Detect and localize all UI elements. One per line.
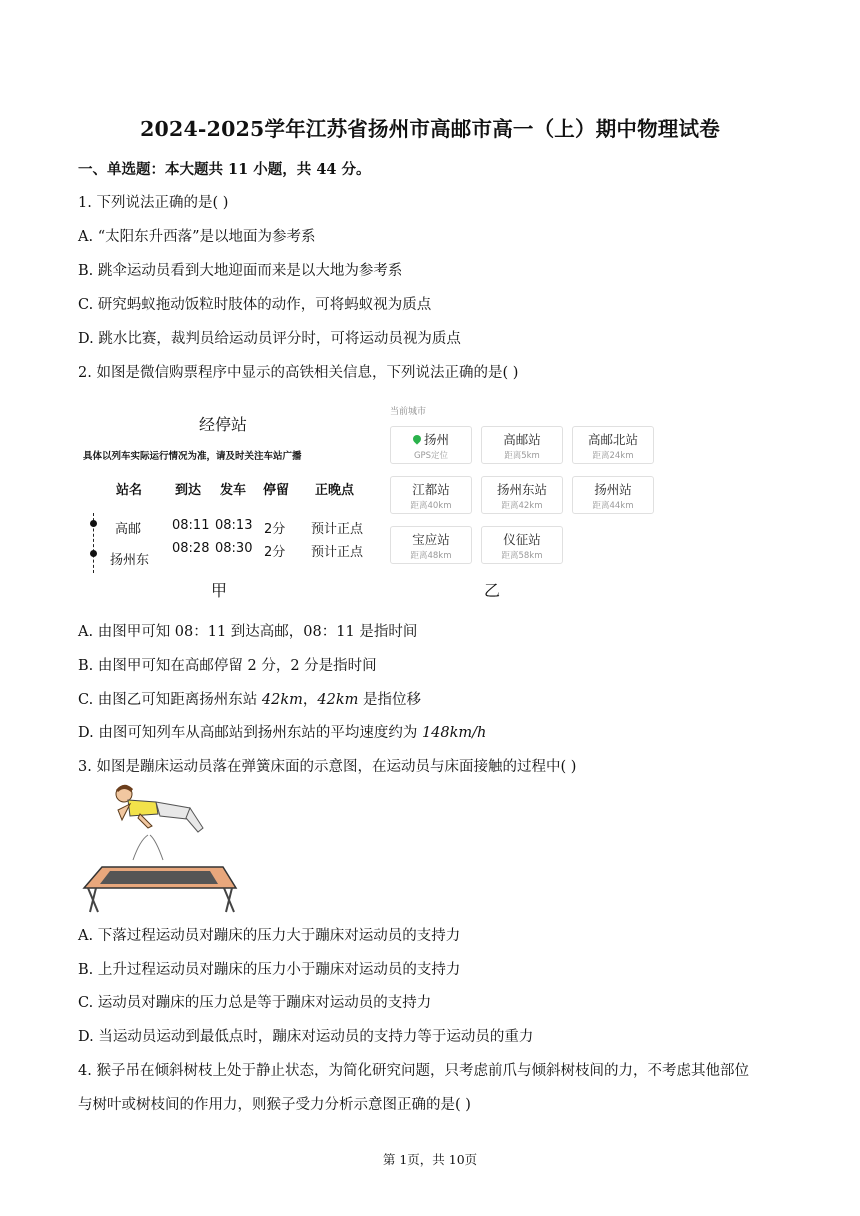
q3-option-d: D. 当运动员运动到最低点时，蹦床对运动员的支持力等于运动员的重力 bbox=[78, 1029, 534, 1045]
q3-option-b: B. 上升过程运动员对蹦床的压力小于蹦床对运动员的支持力 bbox=[78, 962, 461, 978]
current-city-label: 当前城市 bbox=[390, 407, 427, 417]
q4-stem-line1: 4. 猴子吊在倾斜树枝上处于静止状态，为简化研究问题，只考虑前爪与倾斜树枝间的力，不考虑其他部位 bbox=[78, 1063, 749, 1079]
q3-option-c: C. 运动员对蹦床的压力总是等于蹦床对运动员的支持力 bbox=[78, 995, 432, 1011]
figure-caption-yi: 乙 bbox=[484, 581, 501, 600]
col-header-arrive: 到达 bbox=[175, 483, 202, 498]
table-cell: 2分 bbox=[264, 522, 286, 537]
station-card bbox=[390, 526, 472, 564]
page-footer: 第 1页，共 10页 bbox=[382, 1152, 478, 1167]
trampoline-figure bbox=[78, 780, 243, 915]
station-name: 高邮北站 bbox=[587, 432, 638, 447]
figure-yi-station-grid bbox=[386, 400, 661, 600]
station-name: 江都站 bbox=[412, 482, 450, 497]
math-value: 42km bbox=[261, 692, 303, 708]
q2-option-d bbox=[78, 721, 486, 742]
table-cell: 2分 bbox=[264, 545, 286, 560]
station-card bbox=[572, 426, 654, 464]
q1-stem: 1. 下列说法正确的是( ) bbox=[78, 195, 229, 211]
col-header-status: 正晚点 bbox=[315, 483, 355, 498]
station-distance: 距离24km bbox=[592, 451, 634, 461]
section-heading: 一、单选题：本大题共 11 小题，共 44 分。 bbox=[78, 161, 371, 178]
station-distance: 距离40km bbox=[410, 501, 452, 511]
station-distance: 距离44km bbox=[592, 501, 634, 511]
station-name: 高邮站 bbox=[503, 432, 541, 447]
station-distance: 距离58km bbox=[501, 551, 543, 561]
exam-title: 2024-2025学年江苏省扬州市高邮市高一（上）期中物理试卷 bbox=[140, 117, 720, 141]
figure-jia-stop-list bbox=[78, 408, 368, 603]
station-distance: 距离48km bbox=[410, 551, 452, 561]
q1-option-d: D. 跳水比赛，裁判员给运动员评分时，可将运动员视为质点 bbox=[78, 331, 461, 347]
route-dot bbox=[90, 520, 97, 527]
station-card bbox=[390, 426, 472, 464]
station-name: 扬州东站 bbox=[496, 482, 547, 497]
q1-option-c: C. 研究蚂蚁拖动饭粒时肢体的动作，可将蚂蚁视为质点 bbox=[78, 297, 432, 313]
figure-caption-jia: 甲 bbox=[211, 581, 228, 600]
station-card bbox=[481, 476, 563, 514]
q2-option-b: B. 由图甲可知在高邮停留 2 分，2 分是指时间 bbox=[78, 658, 377, 674]
table-cell: 08:30 bbox=[215, 541, 253, 556]
col-header-depart: 发车 bbox=[220, 483, 247, 498]
q2-option-c bbox=[78, 688, 421, 709]
q3-stem: 3. 如图是蹦床运动员落在弹簧床面的示意图，在运动员与床面接触的过程中( ) bbox=[78, 759, 577, 775]
q2-stem: 2. 如图是微信购票程序中显示的高铁相关信息，下列说法正确的是( ) bbox=[78, 365, 519, 381]
station-card bbox=[481, 526, 563, 564]
q2-option-a: A. 由图甲可知 08：11 到达高邮，08：11 是指时间 bbox=[78, 624, 418, 640]
stop-list-title: 经停站 bbox=[198, 415, 247, 434]
separator: ， bbox=[302, 692, 318, 708]
station-name: 仪征站 bbox=[503, 532, 541, 547]
q2-option-c-text: 是指位移 bbox=[358, 692, 422, 708]
table-cell: 预计正点 bbox=[311, 522, 364, 537]
q4-stem-line2: 与树叶或树枝间的作用力，则猴子受力分析示意图正确的是( ) bbox=[78, 1097, 471, 1113]
col-header-stay: 停留 bbox=[263, 483, 290, 498]
math-value: 42km bbox=[317, 692, 359, 708]
station-card bbox=[572, 476, 654, 514]
station-card bbox=[481, 426, 563, 464]
table-cell: 08:28 bbox=[172, 541, 210, 556]
q2-option-d-text: D. 由图可知列车从高邮站到扬州东站的平均速度约为 bbox=[78, 725, 422, 741]
table-cell: 扬州东 bbox=[110, 553, 150, 568]
table-cell: 08:13 bbox=[215, 518, 253, 533]
location-pin-icon bbox=[411, 433, 422, 444]
station-name: 扬州站 bbox=[594, 482, 632, 497]
stop-list-note: 具体以列车实际运行情况为准，请及时关注车站广播 bbox=[83, 451, 302, 462]
station-distance: 距离42km bbox=[501, 501, 543, 511]
table-cell: 预计正点 bbox=[311, 545, 364, 560]
station-name-row bbox=[391, 430, 471, 448]
station-card bbox=[390, 476, 472, 514]
station-name: 宝应站 bbox=[412, 532, 450, 547]
station-distance: 距离5km bbox=[504, 451, 540, 461]
route-dot bbox=[90, 550, 97, 557]
trampoline-illustration bbox=[78, 780, 243, 915]
q1-option-b: B. 跳伞运动员看到大地迎面而来是以大地为参考系 bbox=[78, 263, 403, 279]
station-name: 扬州 bbox=[423, 432, 449, 447]
q3-option-a: A. 下落过程运动员对蹦床的压力大于蹦床对运动员的支持力 bbox=[78, 928, 461, 944]
col-header-station: 站名 bbox=[116, 483, 143, 498]
table-cell: 08:11 bbox=[172, 518, 210, 533]
table-cell: 高邮 bbox=[115, 522, 142, 537]
station-distance: GPS定位 bbox=[413, 451, 449, 461]
q1-option-a: A. “太阳东升西落”是以地面为参考系 bbox=[78, 229, 316, 245]
q2-option-c-text: C. 由图乙可知距离扬州东站 bbox=[78, 692, 262, 708]
math-value: 148km/h bbox=[421, 725, 487, 741]
